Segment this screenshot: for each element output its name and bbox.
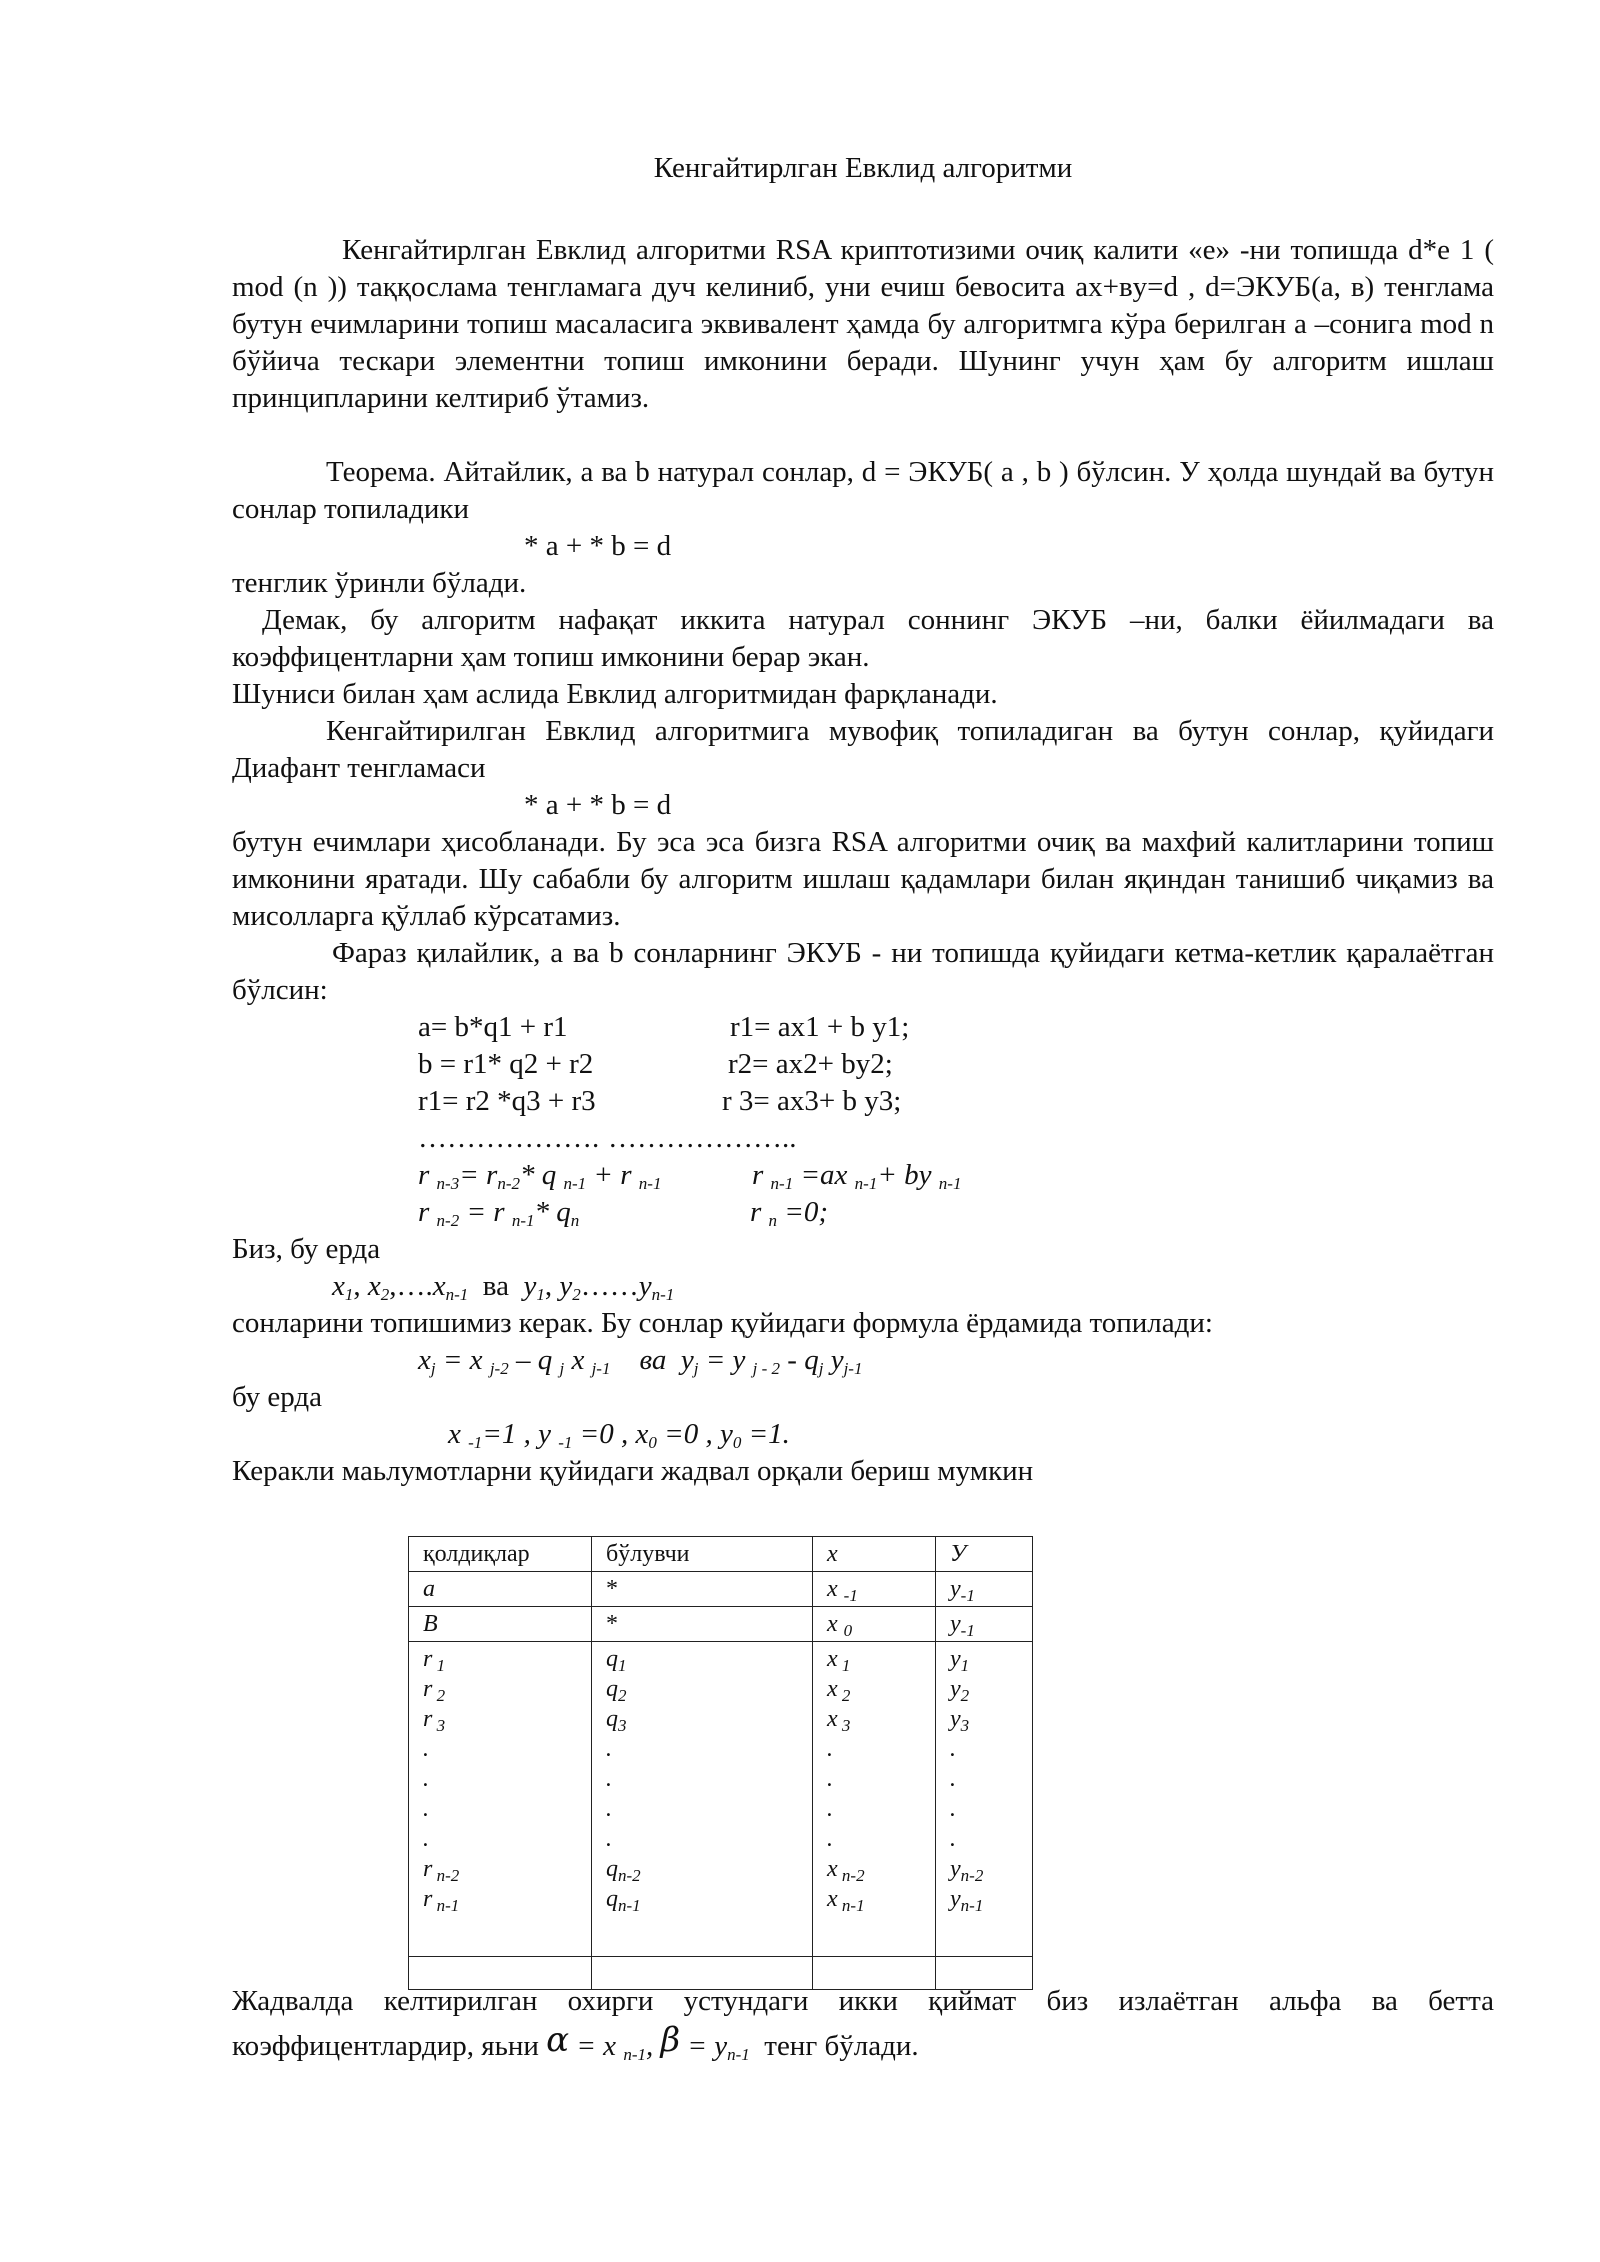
table-cell-line: . [950, 1796, 956, 1822]
table-cell-line: $y_3$ [950, 1706, 970, 1735]
table-cell-y [936, 1642, 1033, 1957]
table-cell-line: r $_{n-1}$ [423, 1886, 460, 1915]
paragraph-theorem-end: тенглик ўринли бўлади. [232, 567, 527, 599]
table-header-cell: бўлувчи [592, 1537, 813, 1572]
paragraph-assume: Фараз қилайлик, a ва b сонларнинг ЭКУБ - ни топишда қуйидаги кетма-кетлик қаралаётган бўлсин: [232, 937, 1494, 1006]
table-row [409, 1572, 1033, 1607]
euclid-table [408, 1536, 1033, 1990]
system-line-6-right: r $_n$ =0; [750, 1196, 829, 1230]
table-header-cell: x [813, 1537, 936, 1572]
table-cell: $y_{-1}$ [936, 1607, 1033, 1642]
table-cell: * [592, 1572, 813, 1607]
paragraph-where: бу ерда [232, 1381, 323, 1413]
beta-symbol: β [660, 2020, 681, 2060]
table-cell-divisors [592, 1642, 813, 1957]
table-cell-line: . [827, 1796, 833, 1822]
table-cell: * [592, 1607, 813, 1642]
system-dots-right: ……………….. [608, 1122, 797, 1154]
table-cell-line: . [423, 1796, 429, 1822]
system-line-1-left: a= b*q1 + r1 [418, 1011, 568, 1043]
paragraph-conclusion: Демак, бу алгоритм нафақат иккита натурал соннинг ЭКУБ –ни, балки ёйилмадаги ва коэффицентларни ҳам топиш имконини берар экан. [232, 604, 1494, 673]
paragraph-formula-intro: сонларини топишимиз керак. Бу сонлар қуйидаги формула ёрдамида топилади: [232, 1307, 1213, 1339]
system-dots-left: ………………. [418, 1122, 600, 1154]
equation-theorem: * a + * b = d [524, 530, 672, 562]
table-row [409, 1642, 1033, 1957]
final-text: Жадвалда келтирилган охирги устундаги икки қиймат биз излаётган альфа ва бетта [232, 1985, 1494, 2017]
system-line-5-left: r $_{n-3}= r_{n-2}*$ q $_{n-1}$ + r $_{n-1}$ [418, 1159, 662, 1193]
system-line-3-right: r 3= ax3+ b y3; [722, 1085, 902, 1117]
table-header-cell: У [936, 1537, 1033, 1572]
table-cell-line: . [606, 1826, 612, 1852]
paragraph-difference: Шуниси билан ҳам аслида Евклид алгоритмидан фарқланади. [232, 678, 998, 710]
table-cell-line: $y_{n-1}$ [950, 1886, 984, 1915]
table-cell-line: $y_{n-2}$ [950, 1856, 984, 1885]
table-cell-line: $q_3$ [606, 1706, 627, 1735]
table-cell-line: . [950, 1826, 956, 1852]
equation-diophantine: * a + * b = d [524, 789, 672, 821]
table-header-cell: қолдиқлар [409, 1537, 592, 1572]
table-cell-x [813, 1642, 936, 1957]
table-cell-line: x $_3$ [827, 1706, 851, 1735]
table-cell-line: . [606, 1736, 612, 1762]
table-row [409, 1607, 1033, 1642]
table-cell-line: . [606, 1766, 612, 1792]
document-title: Кенгайтирлган Евклид алгоритми [653, 152, 1073, 184]
paragraph-theorem: Теорема. Айтайлик, a ва b натурал сонлар, d = ЭКУБ( a , b ) бўлсин. У ҳолда шундай ва бутун сонлар топиладики [232, 456, 1494, 525]
system-line-3-left: r1= r2 *q3 + r3 [418, 1085, 596, 1117]
paragraph-final-line-1 [232, 1983, 1494, 2020]
paragraph-intro: Кенгайтирлган Евклид алгоритми RSA криптотизими очиқ калити «е» -ни топишда d*e 1 ( mod (n )) таққослама тенгламага дуч келиниб, уни ечиш бевосита ax+вy=d , d=ЭКУБ(a, в) тенглама бутун ечимларини топиш масаласига эквивалент ҳамда бу алгоритмга кўра берилган a –сонига mod n бўйича тескари элементни топиш имконини беради. Шунинг учун ҳам бу алгоритм ишлаш принципларини келтириб ўтамиз. [232, 234, 1494, 414]
recurrence-formula: $x_j = x$ $_{j-2}$ – q $_j$ x $_{j-1}$ ва $y_j = y$ $_{j - 2} - q_j$ $y_{j-1}$ [418, 1344, 863, 1378]
table-cell-line: x $_1$ [827, 1646, 851, 1675]
table-cell-remainders [409, 1642, 592, 1957]
table-cell: a [409, 1572, 592, 1607]
table-cell-line: r $_3$ [423, 1706, 446, 1735]
table-cell-line: $q_{n-1}$ [606, 1886, 641, 1915]
paragraph-final-line-2: коэффицентлардир, яьни α = x $_{n-1}$, $\beta = y_{n-1}$ тенг бўлади. [232, 2020, 919, 2064]
table-cell-line: . [950, 1766, 956, 1792]
table-cell-line: $q_2$ [606, 1676, 627, 1705]
initial-values: x $_{-1}$=1 , y $_{-1}$ =0 , $x_0 =0$ , $y_0 =1$. [448, 1418, 790, 1452]
table-cell-line: . [423, 1766, 429, 1792]
table-cell-line: . [606, 1796, 612, 1822]
table-cell-line: x $_2$ [827, 1676, 851, 1705]
table-cell-line: . [423, 1736, 429, 1762]
table-cell-line: $y_1$ [950, 1646, 970, 1675]
system-line-6-left: r $_{n-2}$ = r $_{n-1}$* $q_n$ [418, 1196, 580, 1230]
table-cell: B [409, 1607, 592, 1642]
table-cell-line: . [950, 1736, 956, 1762]
table-cell-line: r $_1$ [423, 1646, 446, 1675]
table-cell-line: . [827, 1736, 833, 1762]
table-cell-line: $q_{n-2}$ [606, 1856, 641, 1885]
table-cell-line: . [827, 1826, 833, 1852]
table-cell-line: $y_2$ [950, 1676, 970, 1705]
system-line-2-left: b = r1* q2 + r2 [418, 1048, 594, 1080]
table-cell: x $_{-1}$ [813, 1572, 936, 1607]
table-cell-line: x $_{n-2}$ [827, 1856, 865, 1885]
system-line-5-right: r $_{n-1}$ =ax $_{n-1}$+ by $_{n-1}$ [752, 1159, 962, 1193]
table-cell-line: . [423, 1826, 429, 1852]
table-header-row [409, 1537, 1033, 1572]
system-line-1-right: r1= ax1 + b y1; [730, 1011, 910, 1043]
table-cell-line: x $_{n-1}$ [827, 1886, 865, 1915]
table-cell: x $_0$ [813, 1607, 936, 1642]
paragraph-here: Биз, бу ерда [232, 1233, 381, 1265]
unknowns-list: $x_1$, $x_2,\dots.x_{n-1}$ ва $y_1$, $y_2\dots\dots y_{n-1}$ [332, 1270, 675, 1304]
table-cell-line: r $_2$ [423, 1676, 446, 1705]
table-cell-line: r $_{n-2}$ [423, 1856, 460, 1885]
table-cell-line: $q_1$ [606, 1646, 627, 1675]
alpha-symbol: α [546, 2020, 570, 2060]
paragraph-rsa: бутун ечимлари ҳисобланади. Бу эса эса бизга RSA алгоритми очиқ ва махфий калитларини топиш имконини яратади. Шу сабабли бу алгоритм ишлаш қадамлари билан яқиндан танишиб чиқамиз ва мисолларга қўллаб кўрсатамиз. [232, 826, 1494, 932]
paragraph-table-intro: Керакли маьлумотларни қуйидаги жадвал орқали бериш мумкин [232, 1455, 1034, 1487]
paragraph-diophantine: Кенгайтирилган Евклид алгоритмига мувофиқ топиладиган ва бутун сонлар, қуйидаги Диафант тенгламаси [232, 715, 1494, 784]
system-line-2-right: r2= ax2+ by2; [728, 1048, 893, 1080]
table-cell-line: . [827, 1766, 833, 1792]
table-cell: $y_{-1}$ [936, 1572, 1033, 1607]
